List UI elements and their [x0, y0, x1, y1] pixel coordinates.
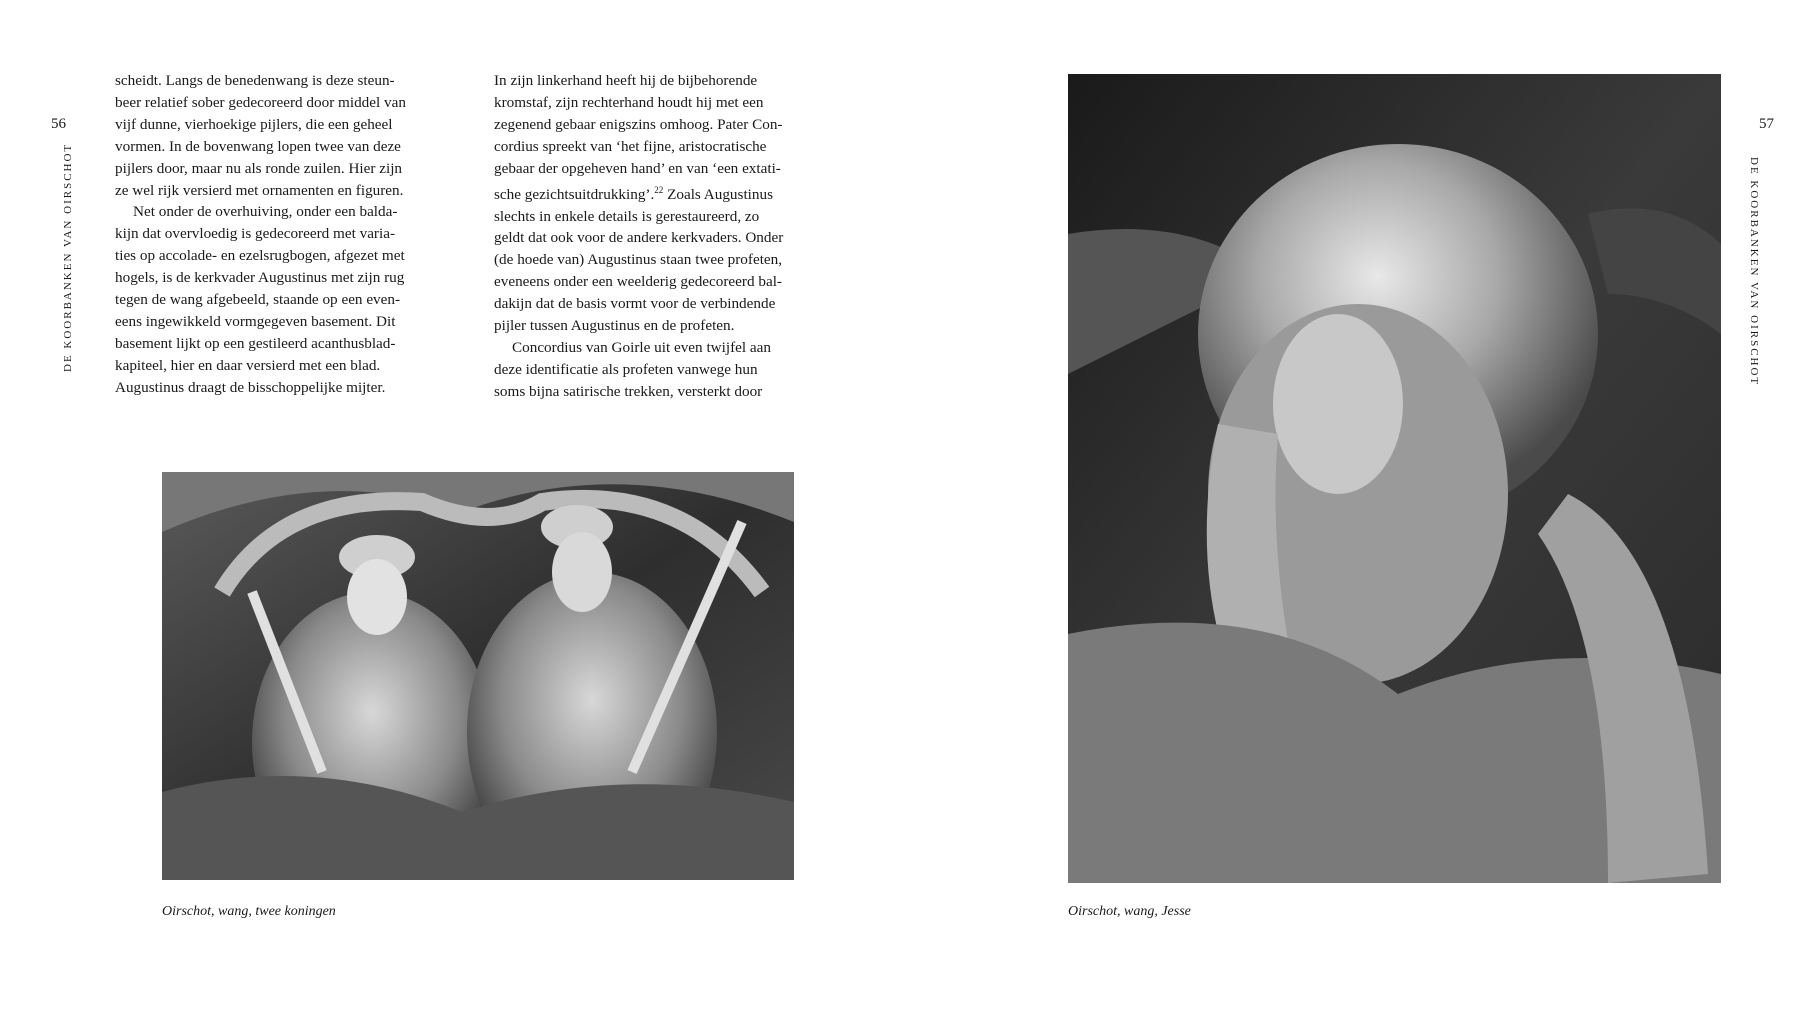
text-line: eens ingewikkeld vormgegeven basement. Dit [115, 312, 396, 330]
right-running-head: DE KOORBANKEN VAN OIRSCHOT [1748, 157, 1760, 387]
text-line: eveneens onder een weelderig gedecoreerd bal- [494, 273, 782, 291]
text-column-2 [494, 70, 834, 403]
text-column-1 [115, 70, 455, 399]
text-line: dakijn dat de basis vormt voor de verbindende [494, 295, 776, 313]
text-line-tail: Zoals Augustinus [663, 185, 773, 203]
text-line: geldt dat ook voor de andere kerkvaders. Onder [494, 229, 784, 247]
footnote-ref: 22 [654, 184, 664, 195]
text-line: sche gezichtsuitdrukking’. [494, 185, 655, 203]
text-line: basement lijkt op een gestileerd acanthusblad- [115, 334, 396, 352]
text-line: ze wel rijk versierd met ornamenten en figuren. [115, 181, 404, 199]
text-line: In zijn linkerhand heeft hij de bijbehorende [494, 72, 758, 89]
caption-two-kings: Oirschot, wang, twee koningen [162, 904, 336, 919]
text-line: cordius spreekt van ‘het fijne, aristocratische [494, 137, 767, 155]
text-line: vormen. In de bovenwang lopen twee van deze [115, 137, 401, 155]
text-line: vijf dunne, vierhoekige pijlers, die een geheel [115, 115, 393, 133]
text-line: zegenend gebaar enigszins omhoog. Pater Con- [494, 115, 783, 133]
photo-two-kings [162, 472, 794, 880]
left-page-number: 56 [51, 116, 66, 132]
right-page-number: 57 [1759, 116, 1774, 132]
caption-jesse: Oirschot, wang, Jesse [1068, 904, 1191, 919]
text-line: Augustinus draagt de bisschoppelijke mijter. [115, 378, 386, 396]
paragraph [494, 70, 834, 337]
text-line: kijn dat overvloedig is gedecoreerd met varia- [115, 225, 396, 243]
text-line: gebaar der opgeheven hand’ en van ‘een extati- [494, 159, 781, 177]
text-line: scheidt. Langs de benedenwang is deze steun- [115, 72, 395, 89]
text-line: beer relatief sober gedecoreerd door middel van [115, 93, 406, 111]
paragraph [115, 70, 455, 201]
text-line: hogels, is de kerkvader Augustinus met zijn rug [115, 269, 405, 287]
text-line: ties op accolade- en ezelsrugbogen, afgezet met [115, 247, 405, 265]
text-line: kromstaf, zijn rechterhand houdt hij met een [494, 93, 764, 111]
text-line: soms bijna satirische trekken, versterkt door [494, 382, 763, 400]
paragraph [115, 201, 455, 398]
text-line: kapiteel, hier en daar versierd met een blad. [115, 356, 381, 374]
text-line: Net onder de overhuiving, onder een balda- [133, 203, 398, 221]
text-line: (de hoede van) Augustinus staan twee profeten, [494, 251, 783, 269]
text-line: slechts in enkele details is gerestaureerd, zo [494, 207, 760, 225]
text-line: pijlers door, maar nu als ronde zuilen. Hier zijn [115, 159, 403, 177]
left-running-head: DE KOORBANKEN VAN OIRSCHOT [62, 142, 74, 372]
text-line: Concordius van Goirle uit even twijfel aan [512, 338, 771, 356]
text-line: deze identificatie als profeten vanwege hun [494, 360, 758, 378]
photo-jesse [1068, 74, 1721, 883]
text-line: pijler tussen Augustinus en de profeten. [494, 317, 735, 335]
paragraph [494, 337, 834, 403]
text-line: tegen de wang afgebeeld, staande op een even- [115, 291, 401, 309]
